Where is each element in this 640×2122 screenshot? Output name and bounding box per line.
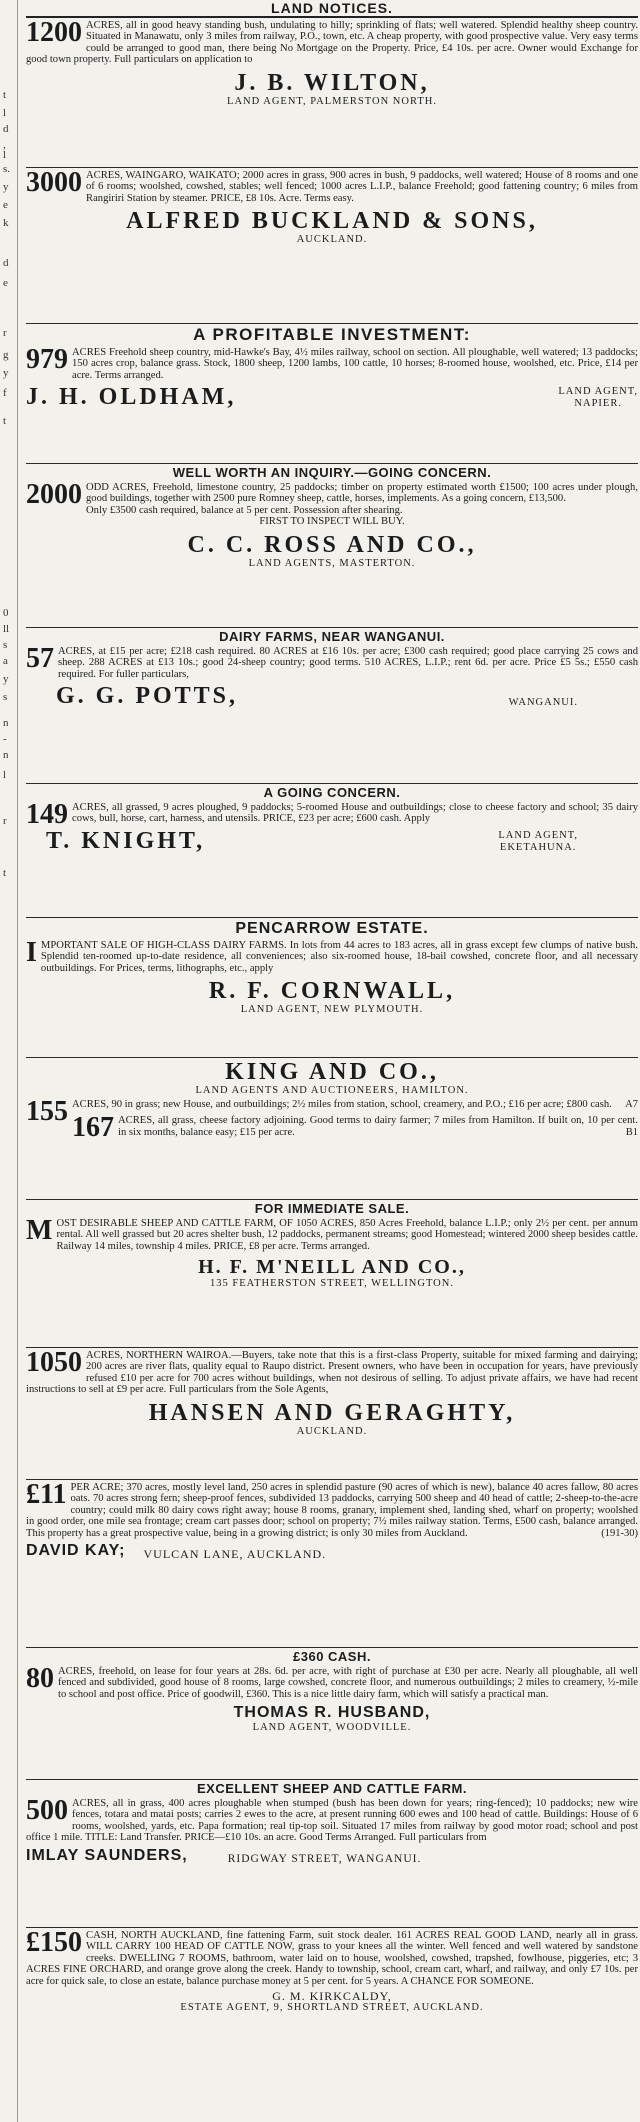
ad-text: ACRES, WAINGARO, WAIKATO; 2000 acres in grass, 900 acres in bush, 9 paddocks, well watered; House of 8 rooms and one of 6 rooms; woolshed, cowshed, stables; well fenced; 1000 acres L.I.P., balance Freehold; good fattening country; 6 miles from Rangiriri Station by steamer. PRICE, £8 10s. Acre. Terms easy. — [86, 170, 638, 204]
ad-potts — [26, 628, 638, 784]
advertiser-name: IMLAY SAUNDERS, — [26, 1846, 188, 1864]
ad-heading: PENCARROW ESTATE. — [235, 920, 429, 937]
lead-figure: M — [26, 1215, 53, 1246]
margin-char: y — [3, 673, 9, 685]
ad-heading: WELL WORTH AN INQUIRY.—GOING CONCERN. — [172, 465, 492, 480]
ad-body — [26, 1664, 638, 1703]
address-line: LAND AGENT, — [498, 829, 578, 841]
lead-figure: 979 — [26, 344, 68, 375]
margin-char: t — [3, 415, 7, 427]
ad-body — [26, 18, 638, 69]
ad-text: ODD ACRES, Freehold, limestone country, 25 paddocks; timber on property estimated worth £1500; 100 acres under plough, good buildings, together with 2500 pure Romney sheep, cattle, horses, implements. As a going concern, £13,500. — [86, 482, 638, 505]
ad-body — [26, 1348, 638, 1399]
lead-figure: 149 — [26, 799, 68, 830]
ad-text: ACRES, freehold, on lease for four years at 28s. 6d. per acre, with right of purchase at £30 per acre. Nearly all ploughable, all well fenced and subdivided, good house of 8 rooms, large cowshed, concrete floor, and numerous outbuildings; 2 miles to creamery, ½-mile to school and post office. Price of goodwill, £360. This is a nice little dairy farm, which will satisfy a practical man. — [58, 1666, 638, 1700]
ad-king — [26, 1058, 638, 1200]
advertiser-address: WANGANUI. — [508, 697, 578, 709]
margin-char: r — [3, 327, 7, 339]
masthead: LAND NOTICES. — [26, 0, 638, 18]
ad-text: ACRES, all in good heavy standing bush, undulating to hilly; sprinkling of flats; well watered. Splendid healthy sheep country. Situated in Manawatu, only 3 miles from railway, P.O., town, etc. A cheap property, with good prospective value. Very easy terms could be arranged to good man, there being No Mortgage on the Property. Price, £4 10s. per acre. Owner would Exchange for good town property. Full particulars on application to — [26, 20, 638, 66]
advertiser-name: H. F. M'NEILL AND CO., — [198, 1256, 466, 1279]
ad-body — [26, 1928, 638, 1990]
lead-figure: 80 — [26, 1663, 54, 1694]
margin-char: l — [3, 107, 7, 119]
address-line: LAND AGENT, — [558, 386, 638, 398]
margin-char: t — [3, 867, 7, 879]
margin-char: n — [3, 717, 9, 729]
margin-char: r — [3, 815, 7, 827]
ad-text: ACRES Freehold sheep country, mid-Hawke's Bay, 4½ miles railway, school on section. All ploughable, well watered; 13 paddocks; 150 acres crop, balance grass. Stock, 1800 sheep, 1200 lambs, 100 cattle, 10 horses; 8-roomed house, woolshed, etc. Price, £14 per acre. Terms arranged. — [72, 347, 638, 381]
advertiser-name: THOMAS R. HUSBAND, — [233, 1704, 431, 1722]
margin-char: t — [3, 89, 7, 101]
ad-text: MPORTANT SALE OF HIGH-CLASS DAIRY FARMS. In lots from 44 acres to 183 acres, all in grass except few clumps of native bush. Splendid ten-roomed up-to-date residence, all conveniences; also six-roomed house, 18-bail cowshed, concrete floor, and all necessary outbuildings. For Prices, terms, lithographs, etc., apply — [40, 940, 638, 974]
advertiser-address: LAND AGENT, WOODVILLE. — [252, 1722, 412, 1734]
ad-body — [26, 644, 638, 683]
ad-body — [26, 1216, 638, 1255]
ad-body — [26, 1480, 638, 1542]
ad-body — [26, 1796, 638, 1847]
ad-code: A7 — [625, 1099, 638, 1110]
address-line: EKETAHUNA. — [499, 841, 577, 853]
ad-body — [26, 800, 638, 828]
advertiser-name: G. M. KIRKCALDY, — [272, 1989, 392, 2004]
ad-oldham — [26, 324, 638, 464]
advertiser-name: J. H. OLDHAM, — [26, 384, 237, 411]
advertiser-address: AUCKLAND. — [296, 234, 368, 246]
ad-hansen — [26, 1348, 638, 1480]
lead-figure: 2000 — [26, 479, 82, 510]
advertiser-name: KING AND CO., — [225, 1059, 439, 1085]
ad-buckland — [26, 168, 638, 324]
advertiser-name: T. KNIGHT, — [46, 827, 206, 854]
margin-char: l — [3, 149, 7, 161]
lead-figure: 57 — [26, 643, 54, 674]
ad-heading: FOR IMMEDIATE SALE. — [254, 1201, 410, 1216]
ad-text: ACRES, all in grass, 400 acres ploughable when stumped (bush has been down for years; ring-fenced); 10 paddocks; new wire fences, totara and matai posts; carries 2 ewes to the acre, at present running 600 ewes and 100 head of cattle. Buildings: House of 6 rooms, woolshed, yards, etc. Papa formation; real tip-top soil. Situated 17 miles from railway by good motor road; school and post office 1 mile. TITLE: Land Transfer. PRICE—£10 10s. an acre. Good Terms Arranged. Full particulars from — [26, 1798, 638, 1844]
advertiser-address: LAND AGENTS, MASTERTON. — [248, 557, 416, 569]
ad-code: B1 — [625, 1126, 638, 1138]
ad-body — [26, 938, 638, 977]
ad-body — [26, 345, 638, 384]
margin-char: s. — [3, 163, 11, 175]
ad-text: PER ACRE; 370 acres, mostly level land, 250 acres in splendid pasture (90 acres of which is new), balance 40 acres fallow, 80 acres oats. 70 acres strong fern; sheep-proof fences, subdivided 13 paddocks, carrying 500 sheep and 40 head of cattle; 2-sheep-to-the-acre country; could milk 80 dairy cows right away; house 8 rooms, granary, implement shed, landing shed, wharf on property; woolshed in good order, one mile sea frontage; cream cart passes door; school on property; 7½ miles railway station. Terms, £500 cash, balance arranged. This property has a great prospective value, being in a growing district; is only 30 miles from Auckland. — [26, 1482, 638, 1539]
advertiser-row — [26, 1542, 638, 1560]
advertiser-name: R. F. CORNWALL, — [208, 978, 456, 1005]
ad-heading: A GOING CONCERN. — [263, 785, 401, 800]
ad-ross — [26, 464, 638, 628]
lead-figure: 167 — [72, 1112, 114, 1144]
advertiser-name: DAVID KAY; — [26, 1542, 126, 1560]
advertiser-address: LAND AGENT, NEW PLYMOUTH. — [240, 1004, 424, 1016]
margin-char: y — [3, 181, 9, 193]
advertiser-address: 135 FEATHERSTON STREET, WELLINGTON. — [210, 1278, 454, 1290]
advertiser-row — [26, 683, 638, 709]
margin-char: g — [3, 349, 9, 361]
ad-kirkcaldy — [26, 1928, 638, 2058]
ad-kay — [26, 1480, 638, 1648]
margin-char: - — [3, 733, 7, 745]
ad-husband — [26, 1648, 638, 1780]
advertiser-address — [498, 830, 578, 854]
ad-note: Only £3500 cash required, balance at 5 per cent. Possession after shearing. — [86, 504, 403, 516]
margin-char: , — [3, 139, 6, 151]
ad-text: ACRES, all grass, cheese factory adjoining. Good terms to dairy farmer; 7 miles from Hamilton. If built on, 10 per cent. in six months, balance easy; £15 per acre. — [118, 1115, 638, 1138]
advertiser-address: VULCAN LANE, AUCKLAND. — [143, 1547, 327, 1562]
ad-text: ACRES, 90 in grass; new House, and outbuildings; 2½ miles from station, school, creamery, and P.O.; £16 per acre; £800 cash. — [72, 1099, 612, 1110]
address-line: NAPIER. — [574, 398, 622, 410]
lead-figure: 1200 — [26, 18, 82, 48]
margin-char: n — [3, 749, 9, 761]
lead-figure: 500 — [26, 1795, 68, 1826]
ad-mcneill — [26, 1200, 638, 1348]
margin-char: a — [3, 655, 8, 667]
advertiser-address: RIDGWAY STREET, WANGANUI. — [227, 1852, 422, 1865]
advertiser-name: G. G. POTTS, — [56, 683, 239, 710]
ad-body — [26, 480, 638, 531]
lead-figure: £11 — [26, 1480, 67, 1510]
ad-heading: DAIRY FARMS, NEAR WANGANUI. — [219, 629, 445, 644]
margin-char: e — [3, 277, 8, 289]
margin-char: 0 — [3, 607, 9, 619]
margin-char: f — [3, 387, 7, 399]
lead-figure: 3000 — [26, 168, 82, 198]
ad-text: ACRES, at £15 per acre; £218 cash required. 80 ACRES at £16 10s. per acre; £300 cash required; good place carrying 25 cows and sheep. 288 ACRES at £13 10s.; good 24-sheep country; good terms. 510 ACRES, L.I.P.; rent 6d. per acre. Price £5 5s.; £550 cash required. For fuller particulars, — [58, 646, 638, 680]
advertiser-address — [558, 386, 638, 410]
advertiser-name: ALFRED BUCKLAND & SONS, — [126, 208, 538, 235]
margin-char: e — [3, 199, 8, 211]
lead-figure: I — [26, 937, 37, 968]
ad-text: ACRES, all grassed, 9 acres ploughed, 9 paddocks; 5-roomed House and outbuildings; close to cheese factory and school; 35 dairy cows, bull, horse, cart, harness, and utensils. PRICE, £23 per acre; £600 cash. Apply — [72, 802, 638, 825]
ad-text: OST DESIRABLE SHEEP AND CATTLE FARM, OF 1050 ACRES, 850 Acres Freehold, balance L.I.P.; only 2½ per cent. per annum rental. All well grassed but 20 acres shelter bush, 12 paddocks, permanent streams; good Homestead; wintered 2000 sheep besides cattle. Railway 14 miles, township 4 miles. PRICE, £8 per acre. Terms arranged. — [56, 1218, 638, 1252]
margin-char: ll — [3, 623, 10, 635]
land-notices-column — [26, 0, 638, 2122]
margin-char: d — [3, 123, 9, 135]
lead-figure: 155 — [26, 1096, 68, 1127]
ad-text: CASH, NORTH AUCKLAND, fine fattening Farm, suit stock dealer. 161 ACRES REAL GOOD LAND, nearly all in grass. WILL CARRY 100 HEAD OF CATTLE NOW, grass to your knees all the winter. Well fenced and well watered by sandstone creeks. DWELLING 7 ROOMS, bathroom, water laid on to house, woolshed, cowshed, trapshed, fowlhouse, piggeries, etc; 3 ACRES FINE ORCHARD, and orange grove along the creek. Handy to township, school, cream cart, wharf, and railway, and only £7 10s. per acre for quick sale, to close an estate, balance purchase money at 5 per cent. for 5 years. A CHANCE FOR SOMEONE. — [26, 1930, 638, 1987]
advertiser-row — [26, 384, 638, 410]
advertiser-address: ESTATE AGENT, 9, SHORTLAND STREET, AUCKLAND. — [180, 2002, 484, 2014]
margin-char: s — [3, 691, 8, 703]
advertiser-row — [26, 828, 638, 854]
ad-knight — [26, 784, 638, 918]
ad-saunders — [26, 1780, 638, 1928]
ad-cornwall — [26, 918, 638, 1058]
advertiser-address: AUCKLAND. — [296, 1425, 368, 1437]
ad-item — [26, 1112, 638, 1144]
advertiser-name: HANSEN AND GERAGHTY, — [148, 1399, 516, 1426]
ad-wilton — [26, 18, 638, 168]
margin-char: s — [3, 639, 8, 651]
ad-code: (191-30) — [601, 1527, 638, 1539]
margin-char: k — [3, 217, 9, 229]
advertiser-name: J. B. WILTON, — [234, 69, 430, 96]
advertiser-row — [26, 1847, 638, 1865]
lead-figure: £150 — [26, 1928, 82, 1958]
ad-heading: EXCELLENT SHEEP AND CATTLE FARM. — [197, 1781, 467, 1796]
ad-heading: £360 CASH. — [293, 1649, 371, 1664]
margin-char: l — [3, 769, 7, 781]
advertiser-address: LAND AGENTS AND AUCTIONEERS, HAMILTON. — [195, 1085, 469, 1096]
margin-char: y — [3, 367, 9, 379]
ad-note-2: FIRST TO INSPECT WILL BUY. — [259, 516, 405, 528]
lead-figure: 1050 — [26, 1348, 82, 1378]
ad-heading: A PROFITABLE INVESTMENT: — [193, 325, 471, 344]
ad-body — [26, 168, 638, 207]
left-margin-fragment — [0, 0, 18, 2122]
margin-char: d — [3, 257, 9, 269]
advertiser-name: C. C. ROSS AND CO., — [187, 531, 477, 558]
advertiser-address: LAND AGENT, PALMERSTON NORTH. — [227, 95, 437, 107]
ad-text: ACRES, NORTHERN WAIROA.—Buyers, take note that this is a first-class Property, suitable for mixed farming and dairying; 200 acres are river flats, quality equal to Raupo district. Present owners, who have been in occupation for years, have previously refused £10 per acre for 700 acres without buildings, when not desirous of selling. To adjust private affairs, we have had recent instructions to sell at £9 per acre. Full particulars from the Sole Agents, — [26, 1350, 638, 1396]
